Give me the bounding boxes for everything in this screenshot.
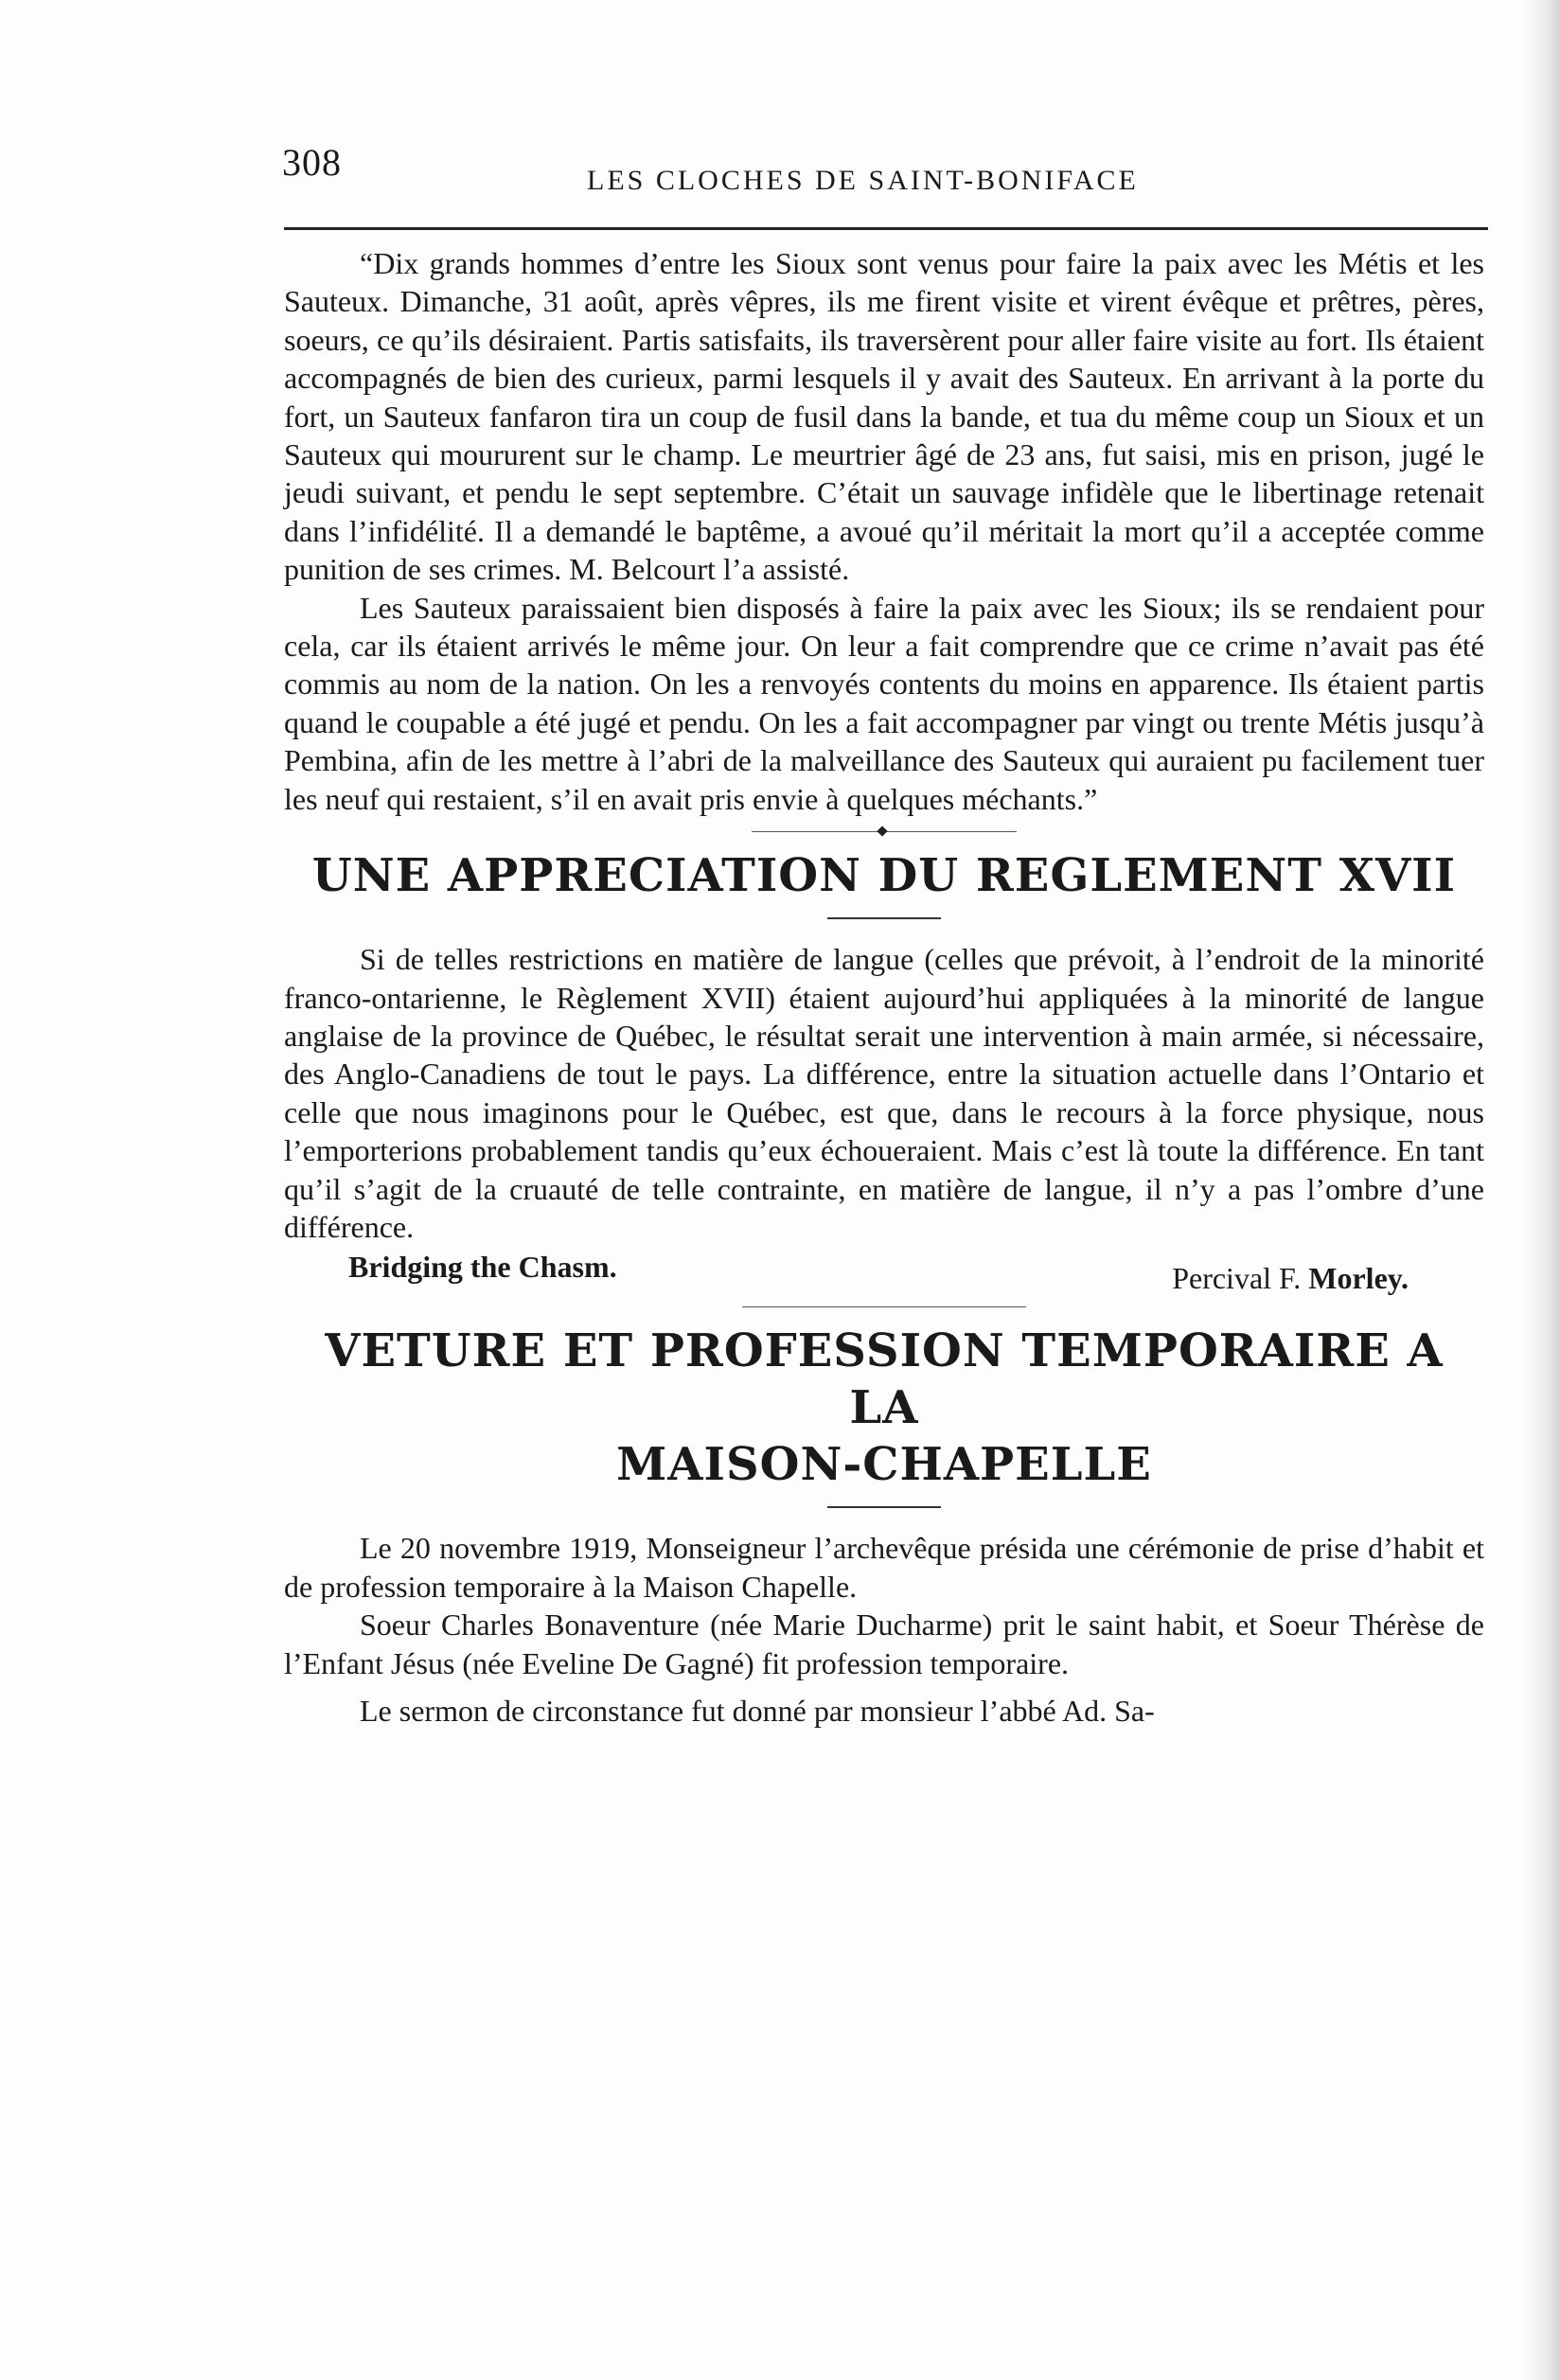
ornament-diamond (877, 826, 887, 836)
veture-paragraph-1: Le 20 novembre 1919, Monseigneur l’archevêque présida une cérémonie de prise d’habit et de profession temporaire à la Maison Chapelle. (284, 1531, 1484, 1604)
letter-paragraph-1: “Dix grands hommes d’entre les Sioux sont venus pour faire la paix avec les Métis et les Sauteux. Dimanche, 31 août, après vêpres, ils me firent visite et virent évêque et prêtres, pères, soeurs, ce qu’ils désiraient. Partis satisfaits, ils traversèrent pour aller faire visite au fort. Ils étaient accompagnés de bien des curieux, parmi lesquels il y avait des Sauteux. En arrivant à la porte du fort, un Sauteux fanfaron tira un coup de fusil dans la bande, et tua du même coup un Sioux et un Sauteux qui moururent sur le champ. Le meurtrier âgé de 23 ans, fut saisi, mis en prison, jugé le jeudi suivant, et pendu le sept septembre. C’était un sauvage infidèle que le libertinage retenait dans l’infidélité. Il a demandé le baptême, a avoué qu’il méritait la mort qu’il a acceptée comme punition de ses crimes. M. Belcourt l’a assisté. (284, 246, 1484, 587)
quote-attribution (284, 1250, 1484, 1296)
veture-paragraph-2: Soeur Charles Bonaventure (née Marie Ducharme) prit le saint habit, et Soeur Thérèse de l’Enfant Jésus (née Eveline De Gagné) fit profession temporaire. (284, 1607, 1484, 1680)
letter-paragraph-2: Les Sauteux paraissaient bien disposés à faire la paix avec les Sioux; ils se rendaient pour cela, car ils étaient arrivés le même jour. On leur a fait comprendre que ce crime n’avait pas été commis au nom de la nation. On les a renvoyés contents du moins en apparence. Ils étaient partis quand le coupable a été jugé et pendu. On les a fait accompagner par vingt ou trente Métis jusqu’à Pembina, afin de les mettre à l’abri de la malveillance des Sauteux qui auraient pu facilement tuer les neuf qui restaient, s’il en avait pris envie à quelques méchants.” (284, 590, 1484, 816)
reglement-paragraph: Si de telles restrictions en matière de langue (celles que prévoit, à l’endroit de la minorité franco-ontarienne, le Règlement XVII) étaient aujourd’hui appliquées à la minorité de langue anglaise de la province de Québec, le résultat serait une intervention à main armée, si nécessaire, des Anglo-Canadiens de tout le pays. La différence, entre la situation actuelle dans l’Ontario et celle que nous imaginons pour le Québec, est que, dans le recours à la force physique, nous l’emporterions probablement tandis qu’eux échoueraient. Mais c’est là toute la différence. En tant qu’il s’agit de la cruauté de telle contrainte, en matière de langue, il n’y a pas l’ombre d’une différence. (284, 942, 1484, 1244)
page-content (284, 244, 1484, 1730)
heading-line-1: VETURE ET PROFESSION TEMPORAIRE A LA (325, 1324, 1444, 1435)
section-heading-reglement: UNE APPRECIATION DU REGLEMENT XVII (311, 849, 1457, 903)
veture-paragraph-3: Le sermon de circonstance fut donné par monsieur l’abbé Ad. Sa- (360, 1693, 1155, 1728)
running-title: LES CLOCHES DE SAINT-BONIFACE (587, 165, 1139, 196)
quote-source: Bridging the Chasm. (348, 1250, 617, 1285)
heading-rule (827, 1506, 941, 1508)
section-separator (742, 1306, 1026, 1307)
section-ornament (752, 831, 1017, 832)
heading-line-2: MAISON-CHAPELLE (616, 1438, 1152, 1492)
header-rule (284, 227, 1488, 230)
page-number: 308 (282, 141, 342, 184)
page-header (282, 140, 1484, 197)
author-last-name: Morley. (1308, 1261, 1409, 1296)
author-first-name: Percival F. (1172, 1261, 1302, 1296)
quote-author (1172, 1261, 1409, 1296)
page-edge-shadow (1522, 0, 1560, 2380)
heading-rule (827, 917, 941, 919)
section-heading-veture (284, 1323, 1484, 1493)
